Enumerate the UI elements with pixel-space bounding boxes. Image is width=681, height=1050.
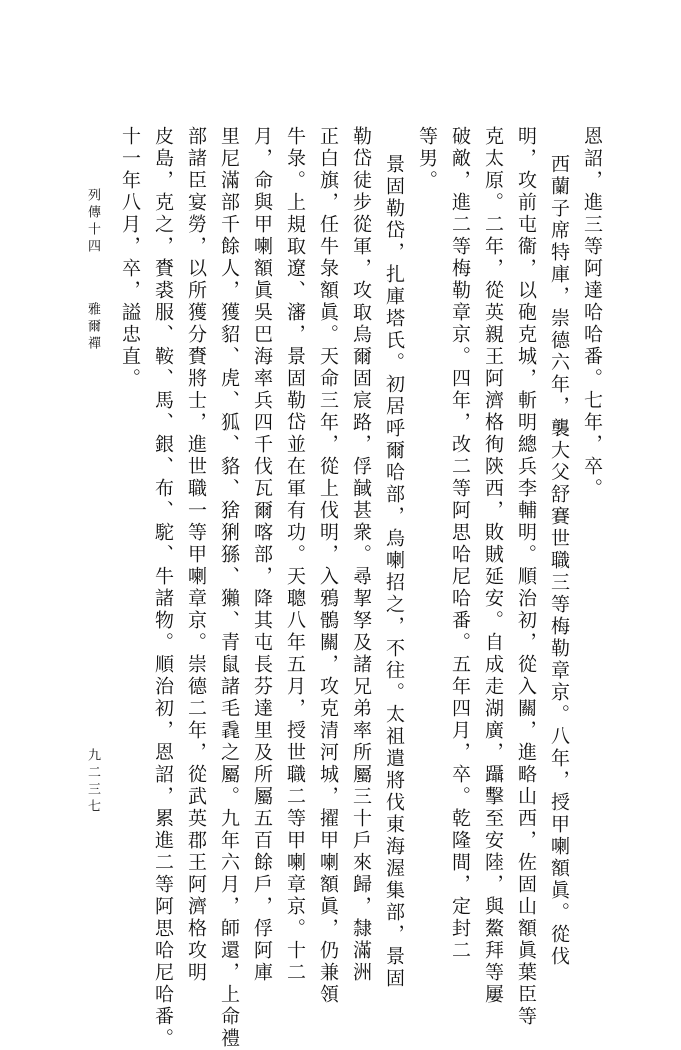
text-column-12: 里尼滿部千餘人，獲貂、虎、狐、貉、猞猁猻、獺、青鼠諸毛毳之屬。九年六月，師還，上命禮 <box>218 126 240 1050</box>
text-column-2: 西蘭子席特庫，崇德六年，襲大父舒賽世職三等梅勒章京。八年，授甲喇額眞。從伐 <box>548 154 570 968</box>
text-column-13: 部諸臣宴勞，以所獲分賚將士，進世職一等甲喇章京。崇德二年，從武英郡王阿濟格攻明 <box>185 126 207 984</box>
text-column-10: 牛彔。上規取遼、瀋，景固勒岱並在軍有功。天聰八年五月，授世職二等甲喇章京。十二 <box>284 126 306 984</box>
footer-surnames: 雅爾禪 <box>85 302 100 353</box>
text-column-3: 明，攻前屯衞，以砲克城，斬明總兵李輔明。順治初，從入關，進略山西，佐固山額眞葉臣等 <box>515 126 537 1028</box>
text-column-9: 正白旗，任牛彔額眞。天命三年，從上伐明，入鴉鶻關，攻克清河城，擢甲喇額眞，仍兼領 <box>317 126 339 1006</box>
text-column-6: 等男。 <box>416 126 438 192</box>
footer-section: 列傳十四 <box>85 188 100 256</box>
text-column-11: 月，命與甲喇額眞吳巴海率兵四千伐瓦爾喀部，降其屯長芬達里及所屬五百餘戶，俘阿庫 <box>251 126 273 984</box>
text-column-15: 十一年八月，卒，謚忠直。 <box>119 126 141 390</box>
text-column-7: 景固勒岱，扎庫塔氏。初居呼爾哈部，烏喇招之，不往。太祖遣將伐東海渥集部，景固 <box>383 154 405 990</box>
text-column-14: 皮島，克之，賚裘服、鞍、馬、銀、布、駝、牛諸物。順治初，恩詔，累進二等阿思哈尼哈番。 <box>152 126 174 1050</box>
text-column-5: 破敵，進二等梅勒章京。四年，改二等阿思哈尼哈番。五年四月，卒。乾隆間，定封二 <box>449 126 471 962</box>
text-column-8: 勒岱徒步從軍，攻取烏爾固宸路，俘馘甚衆。尋挈孥及諸兄弟率所屬三十戶來歸，隸滿洲 <box>350 126 372 984</box>
text-column-4: 克太原。二年，從英親王阿濟格徇陝西，敗賊延安。自成走湖廣，躡擊至安陸，與鰲拜等屢 <box>482 126 504 1006</box>
text-column-1: 恩詔，進三等阿達哈哈番。七年，卒。 <box>581 126 603 500</box>
page-number: 九二三七 <box>85 748 100 816</box>
